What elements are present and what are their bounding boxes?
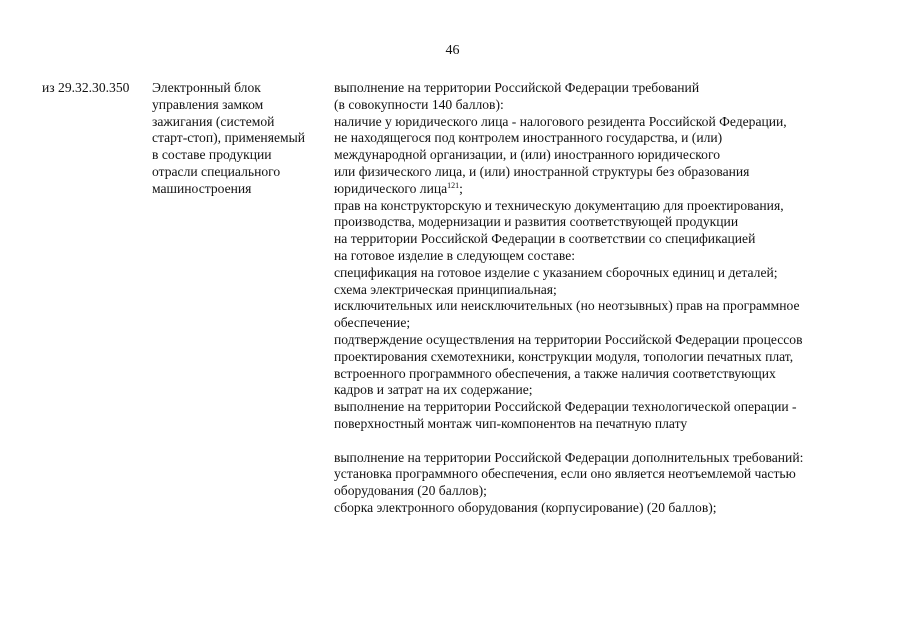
product-code: из 29.32.30.350 [42,80,130,95]
requirement-line: не находящегося под контролем иностранного государства, и (или) [334,130,723,146]
requirement-line: проектирования схемотехники, конструкции модуля, топологии печатных плат, [334,348,794,364]
requirement-line: обеспечение; [334,315,411,331]
product-name-line: Электронный блок [152,80,261,95]
requirement-line: подтверждение осуществления на территории Российской Федерации процессов [334,331,803,347]
product-name-line: отрасли специального [152,163,281,179]
product-name-line: машиностроения [152,180,252,196]
product-name-line: старт-стоп), применяемый [152,130,306,146]
requirement-line: (в совокупности 140 баллов): [334,96,504,112]
footnote-suffix: ; [459,180,463,196]
requirement-line: международной организации, и (или) иностранного юридического [334,147,720,163]
requirement-text: юридического лица [334,180,448,196]
additional-requirement-line: установка программного обеспечения, если оно является неотъемлемой частью [334,466,796,482]
product-name-line: управления замком [152,96,264,112]
requirement-line-with-footnote [334,181,864,198]
requirement-line: поверхностный монтаж чип-компонентов на печатную плату [334,415,688,431]
page-number: 46 [445,43,460,58]
product-name-line: в составе продукции [152,147,272,163]
requirement-line: спецификация на готовое изделие с указанием сборочных единиц и деталей; [334,264,778,280]
requirement-line: наличие у юридического лица - налогового резидента Российской Федерации, [334,113,787,129]
additional-requirement-line: оборудования (20 баллов); [334,483,487,499]
additional-requirement-line: сборка электронного оборудования (корпусирование) (20 баллов); [334,499,717,515]
requirement-line: исключительных или неисключительных (но неотзывных) прав на программное [334,298,800,314]
requirement-line: или физического лица, и (или) иностранной структуры без образования [334,163,750,179]
requirement-line: на территории Российской Федерации в соответствии со спецификацией [334,231,756,247]
requirement-line: производства, модернизации и развития соответствующей продукции [334,214,739,230]
requirement-line: прав на конструкторскую и техническую документацию для проектирования, [334,197,784,213]
requirement-line: выполнение на территории Российской Федерации требований [334,80,700,95]
requirement-line: на готовое изделие в следующем составе: [334,247,576,263]
requirement-line: встроенного программного обеспечения, а также наличия соответствующих [334,365,776,381]
requirement-line: выполнение на территории Российской Федерации технологической операции - [334,399,797,415]
footnote-reference[interactable]: 121 [447,180,460,190]
requirement-line: схема электрическая принципиальная; [334,281,557,297]
additional-requirement-line: выполнение на территории Российской Федерации дополнительных требований: [334,449,804,465]
product-name [152,80,327,198]
requirements [334,80,864,517]
paragraph-gap [334,433,864,450]
requirement-line: кадров и затрат на их содержание; [334,382,533,398]
product-name-line: зажигания (системой [152,113,275,129]
